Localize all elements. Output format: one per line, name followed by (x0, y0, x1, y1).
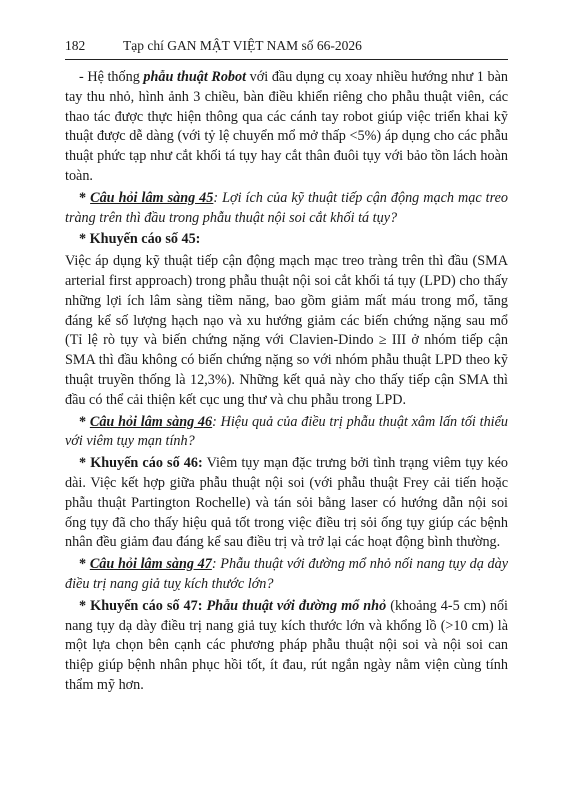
article-body (65, 68, 508, 696)
recommendation-45-body: Việc áp dụng kỹ thuật tiếp cận động mạch mạc treo tràng trên thì đầu (SMA arterial first approach) trong phẫu thuật nội soi cắt khối tá tụy (LPD) cho thấy những lợi ích lâm sàng tiềm năng, bao gồm giảm mất máu trong mổ, tăng đáng kể số lượng hạch nạo và xu hướng giảm các biến chứng nặng sau mổ (Tỉ lệ rò tụy và biến chứng nặng với Clavien-Dindo ≥ III ở nhóm tiếp cận SMA thì đầu không có biến chứng nặng so với nhóm phẫu thuật LPD theo kỹ thuật truyền thống là 12,3%). Những kết quả này cho thấy tiếp cận SMA thì đầu có thể cải thiện kết cục ung thư và chu phẫu trong LPD. (65, 253, 508, 408)
recommendation-47 (65, 597, 508, 696)
q46-text: : Hiệu quả của điều trị phẫu thuật xâm lấn tối thiểu với viêm tụy mạn tính? (65, 413, 509, 450)
q46-label: Câu hỏi lâm sàng 46 (89, 413, 213, 430)
page-number: 182 (65, 38, 86, 53)
robot-paragraph (65, 68, 508, 187)
rec47-heading: * Khuyến cáo số 47: (79, 597, 203, 614)
rec46-body: Viêm tụy mạn đặc trưng bởi tình trạng viêm tụy kéo dài. Việc kết hợp giữa phẫu thuật nội soi (với phẫu thuật Frey cải tiến hoặc phẫu thuật Partington Rochelle) và tán sỏi bằng laser có hướng dẫn nội soi ống tụy đã cho thấy hiệu quả tốt trong việc điều trị sỏi ống tụy giúp các bệnh nhân đều giảm đau đáng kể sau điều trị và trở lại các hoạt động bình thường. (65, 455, 508, 551)
clinical-question-45 (65, 189, 508, 229)
q47-label: Câu hỏi lâm sàng 47 (89, 556, 212, 573)
q45-star: * (79, 189, 91, 206)
q45-text: : Lợi ích của kỹ thuật tiếp cận động mạch mạc treo tràng trên thì đầu trong phẫu thuật nội soi cắt khối tá tụy? (65, 189, 508, 226)
rec47-body: (khoảng 4-5 cm) nối nang tụy dạ dày điều trị nang giả tuỵ kích thước lớn và khổng lồ (>10 cm) là một lựa chọn bên cạnh các phương pháp phẫu thuật nội soi và nội soi can thiệp giúp bệnh nhân phục hồi tốt, ít đau, rút ngắn ngày nằm viện cùng tính thẩm mỹ hơn. (65, 597, 509, 693)
rec46-heading: * Khuyến cáo số 46: (79, 455, 203, 472)
clinical-question-46 (65, 413, 508, 453)
journal-title: Tạp chí GAN MẬT VIỆT NAM số 66-2026 (123, 38, 362, 53)
page-header (65, 38, 506, 58)
q45-label: Câu hỏi lâm sàng 45 (90, 189, 214, 206)
robot-term: phẫu thuật Robot (143, 69, 247, 85)
q47-star: * (79, 556, 90, 573)
rec47-term: Phẫu thuật với đường mổ nhỏ (206, 597, 387, 614)
recommendation-46 (65, 454, 508, 553)
header-divider (65, 59, 508, 60)
robot-text: với đầu dụng cụ xoay nhiều hướng như 1 bàn tay thu nhỏ, hình ảnh 3 chiều, bàn điều khiển riêng cho phẫu thuật viên, các thao tác được thực hiện thông qua các cánh tay robot giúp việc triển khai kỹ thuật được dễ dàng (với tỷ lệ chuyển mổ mở thấp <5%) áp dụng cho các phẫu thuật phức tạp như cắt khối tá tụy hay cắt thân đuôi tụy với bảo tồn lách hoàn toàn. (65, 69, 508, 184)
clinical-question-47 (65, 555, 508, 595)
robot-lead: - Hệ thống (79, 69, 144, 85)
q46-star: * (79, 413, 90, 430)
recommendation-45-heading: * Khuyến cáo số 45: (79, 231, 201, 248)
q47-text: : Phẫu thuật với đường mổ nhỏ nối nang tụy dạ dày điều trị nang giả tuỵ kích thước lớn? (65, 556, 509, 592)
